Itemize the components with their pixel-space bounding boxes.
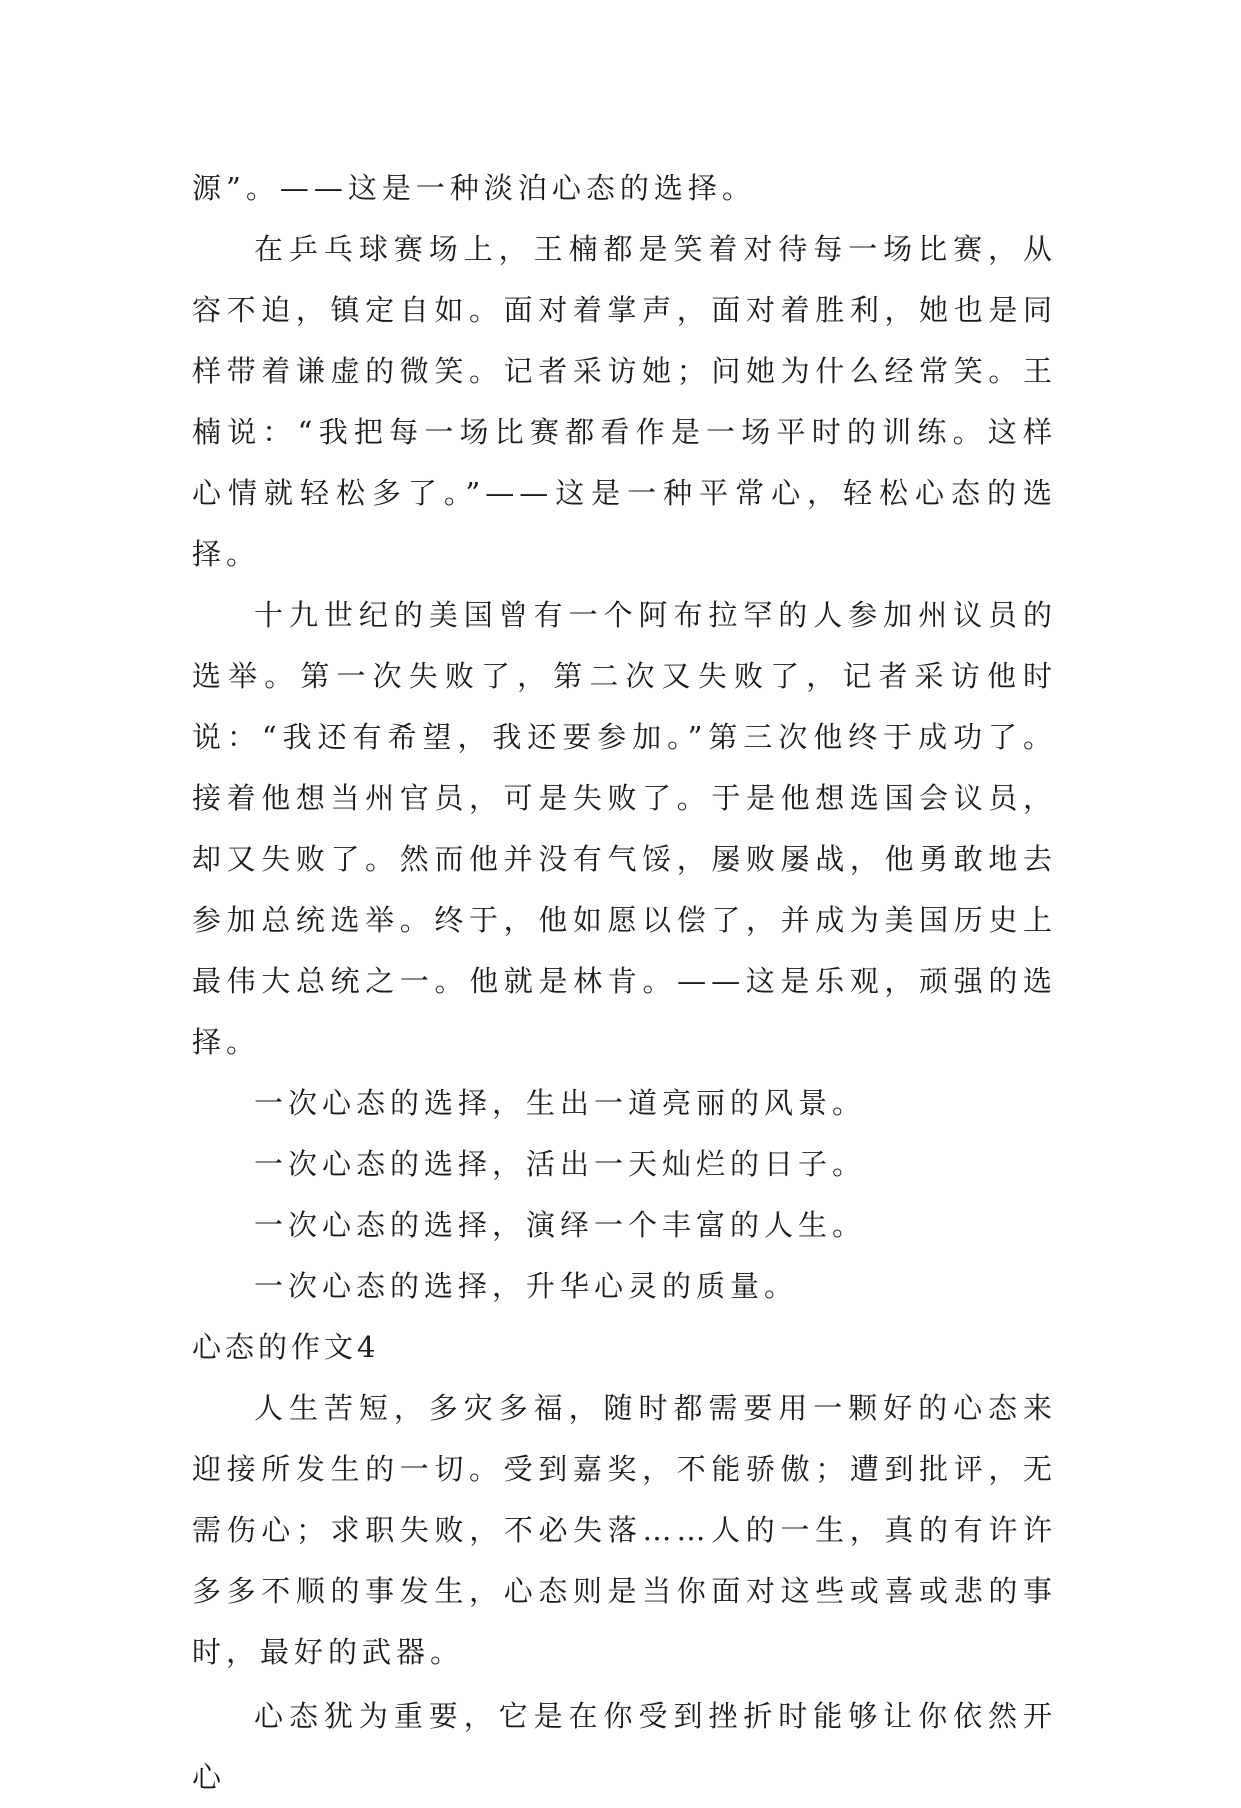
paragraph-p3: 一次心态的选择，生出一道亮丽的风景。 (254, 1086, 867, 1120)
paragraph-p5: 一次心态的选择，演绎一个丰富的人生。 (254, 1208, 867, 1242)
document-body (192, 158, 1057, 1808)
paragraph-p0: 源”。——这是一种淡泊心态的选择。 (192, 171, 756, 205)
paragraph-p6: 一次心态的选择，升华心灵的质量。 (254, 1269, 799, 1303)
section-heading: 心态的作文4 (192, 1330, 380, 1364)
paragraph-p4: 一次心态的选择，活出一天灿烂的日子。 (254, 1147, 867, 1181)
paragraph-q2: 心态犹为重要，它是在你受到挫折时能够让你依然开心 (192, 1699, 1057, 1794)
paragraph-p1: 在乒乓球赛场上，王楠都是笑着对待每一场比赛，从容不迫，镇定自如。面对着掌声，面对着胜利，她也是同样带着谦虚的微笑。记者采访她；问她为什么经常笑。王楠说：“我把每一场比赛都看作是一场平时的训练。这样心情就轻松多了。”——这是一种平常心，轻松心态的选择。 (192, 232, 1057, 571)
paragraph-p2: 十九世纪的美国曾有一个阿布拉罕的人参加州议员的选举。第一次失败了，第二次又失败了，记者采访他时说：“我还有希望，我还要参加。”第三次他终于成功了。接着他想当州官员，可是失败了。于是他想选国会议员，却又失败了。然而他并没有气馁，屡败屡战，他勇敢地去参加总统选举。终于，他如愿以偿了，并成为美国历史上最伟大总统之一。他就是林肯。——这是乐观，顽强的选择。 (192, 598, 1057, 1059)
paragraph-q1: 人生苦短，多灾多福，随时都需要用一颗好的心态来迎接所发生的一切。受到嘉奖，不能骄傲；遭到批评，无需伤心；求职失败，不必失落……人的一生，真的有许许多多不顺的事发生，心态则是当你面对这些或喜或悲的事时，最好的武器。 (192, 1391, 1057, 1669)
